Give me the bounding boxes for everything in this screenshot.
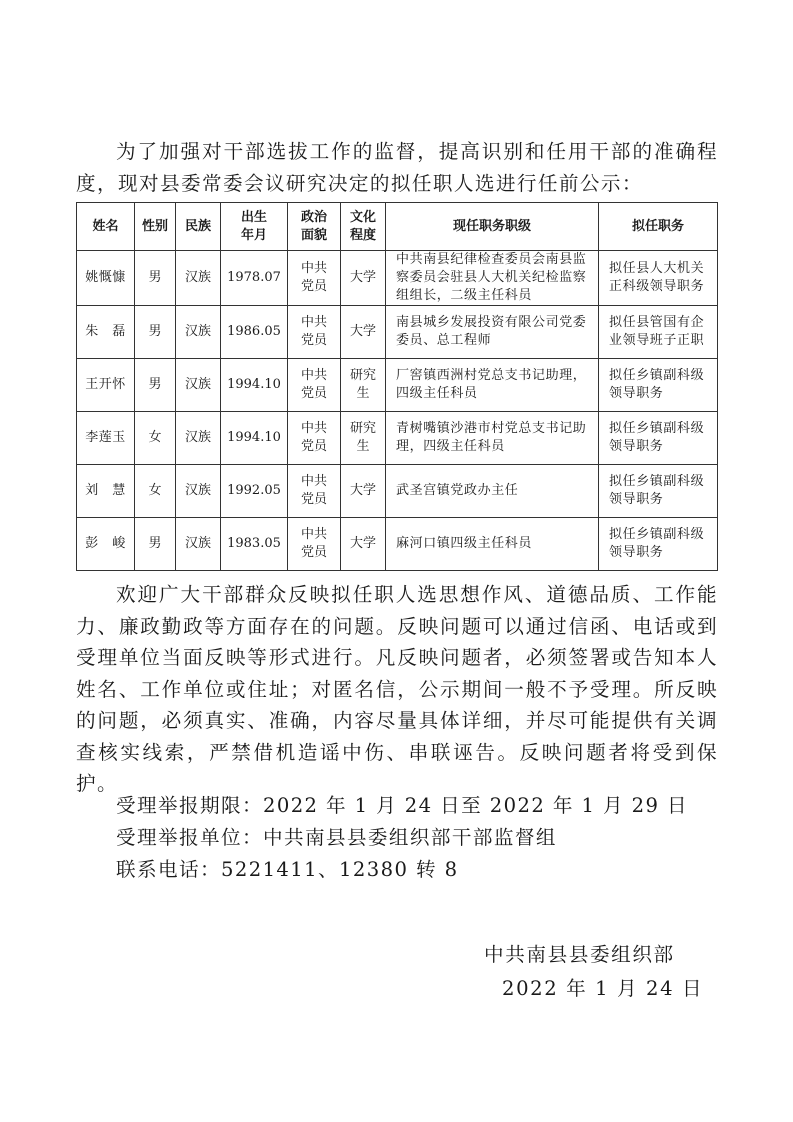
cell-name: 刘 慧 xyxy=(77,465,135,518)
cell-current-position: 厂窖镇西洲村党总支书记助理，四级主任科员 xyxy=(386,359,599,412)
cell-proposed-position: 拟任县人大机关正科级领导职务 xyxy=(599,251,718,306)
table-row xyxy=(77,251,718,306)
cell-current-position: 青树嘴镇沙港市村党总支书记助理，四级主任科员 xyxy=(386,412,599,465)
cell-proposed-position: 拟任乡镇副科级领导职务 xyxy=(599,412,718,465)
cell-political xyxy=(288,412,341,465)
cell-current-position: 麻河口镇四级主任科员 xyxy=(386,518,599,571)
cell-birth: 1986.05 xyxy=(221,306,288,359)
cell-proposed-position: 拟任乡镇副科级领导职务 xyxy=(599,359,718,412)
cell-ethnicity: 汉族 xyxy=(176,518,221,571)
political-line1: 中共 xyxy=(300,527,327,542)
political-line2: 党员 xyxy=(300,386,327,401)
table-row xyxy=(77,306,718,359)
cell-political xyxy=(288,518,341,571)
cell-gender: 男 xyxy=(135,306,176,359)
cell-name: 李莲玉 xyxy=(77,412,135,465)
header-proposed-position: 拟任职务 xyxy=(599,203,718,251)
table-row xyxy=(77,518,718,571)
cell-political xyxy=(288,306,341,359)
cell-birth: 1992.05 xyxy=(221,465,288,518)
header-name: 姓名 xyxy=(77,203,135,251)
cell-political xyxy=(288,251,341,306)
cell-gender: 男 xyxy=(135,251,176,306)
cell-proposed-position: 拟任乡镇副科级领导职务 xyxy=(599,518,718,571)
political-line1: 中共 xyxy=(300,261,327,276)
header-political-line2: 面貌 xyxy=(300,227,327,243)
cell-name: 王开怀 xyxy=(77,359,135,412)
report-unit: 受理举报单位：中共南县县委组织部干部监督组 xyxy=(116,826,557,849)
cell-birth: 1994.10 xyxy=(221,359,288,412)
cell-education: 大学 xyxy=(341,306,386,359)
cell-gender: 男 xyxy=(135,518,176,571)
cell-political xyxy=(288,359,341,412)
cell-ethnicity: 汉族 xyxy=(176,465,221,518)
cell-birth: 1978.07 xyxy=(221,251,288,306)
header-birth xyxy=(221,203,288,251)
cell-current-position: 中共南县纪律检查委员会南县监察委员会驻县人大机关纪检监察组组长，二级主任科员 xyxy=(386,251,599,306)
political-line1: 中共 xyxy=(300,474,327,489)
political-line1: 中共 xyxy=(300,315,327,330)
header-birth-line2: 年月 xyxy=(240,227,267,243)
cell-education: 研究生 xyxy=(341,412,386,465)
cell-gender: 女 xyxy=(135,412,176,465)
cell-name: 朱 磊 xyxy=(77,306,135,359)
candidate-table xyxy=(76,202,718,571)
political-line1: 中共 xyxy=(300,368,327,383)
table-row xyxy=(77,412,718,465)
cell-education: 大学 xyxy=(341,518,386,571)
political-line1: 中共 xyxy=(300,421,327,436)
political-line2: 党员 xyxy=(300,545,327,560)
header-education xyxy=(341,203,386,251)
cell-birth: 1994.10 xyxy=(221,412,288,465)
political-line2: 党员 xyxy=(300,279,327,294)
cell-current-position: 武圣宫镇党政办主任 xyxy=(386,465,599,518)
header-education-line1: 文化 xyxy=(349,209,376,225)
table-row xyxy=(77,465,718,518)
cell-proposed-position: 拟任乡镇副科级领导职务 xyxy=(599,465,718,518)
cell-birth: 1983.05 xyxy=(221,518,288,571)
cell-ethnicity: 汉族 xyxy=(176,359,221,412)
cell-ethnicity: 汉族 xyxy=(176,306,221,359)
cell-proposed-position: 拟任县管国有企业领导班子正职 xyxy=(599,306,718,359)
political-line2: 党员 xyxy=(300,439,327,454)
cell-education: 研究生 xyxy=(341,359,386,412)
header-current-position: 现任职务职级 xyxy=(386,203,599,251)
cell-ethnicity: 汉族 xyxy=(176,412,221,465)
political-line2: 党员 xyxy=(300,492,327,507)
header-gender: 性别 xyxy=(135,203,176,251)
cell-political xyxy=(288,465,341,518)
header-birth-line1: 出生 xyxy=(240,209,267,225)
contact-phone: 联系电话：5221411、12380 转 8 xyxy=(116,858,459,881)
header-ethnicity: 民族 xyxy=(176,203,221,251)
cell-education: 大学 xyxy=(341,251,386,306)
cell-education: 大学 xyxy=(341,465,386,518)
cell-ethnicity: 汉族 xyxy=(176,251,221,306)
intro-paragraph: 为了加强对干部选拔工作的监督，提高识别和任用干部的准确程度，现对县委常委会议研究决定的拟任职人选进行任前公示： xyxy=(76,140,718,195)
report-period: 受理举报期限：2022 年 1 月 24 日至 2022 年 1 月 29 日 xyxy=(116,794,688,817)
table-row xyxy=(77,359,718,412)
header-political xyxy=(288,203,341,251)
cell-name: 彭 峻 xyxy=(77,518,135,571)
header-education-line2: 程度 xyxy=(349,227,376,243)
header-political-line1: 政治 xyxy=(300,209,327,225)
cell-gender: 男 xyxy=(135,359,176,412)
cell-gender: 女 xyxy=(135,465,176,518)
signature-organization: 中共南县县委组织部 xyxy=(484,943,675,966)
body-paragraph: 欢迎广大干部群众反映拟任职人选思想作风、道德品质、工作能力、廉政勤政等方面存在的问题。反映问题可以通过信函、电话或到受理单位当面反映等形式进行。凡反映问题者，必须签署或告知本人姓名、工作单位或住址；对匿名信，公示期间一般不予受理。所反映的问题，必须真实、准确，内容尽量具体详细，并尽可能提供有关调查核实线索，严禁借机造谣中伤、串联诬告。反映问题者将受到保护。 xyxy=(76,583,718,795)
cell-name: 姚慨慷 xyxy=(77,251,135,306)
table-header-row xyxy=(77,203,718,251)
political-line2: 党员 xyxy=(300,333,327,348)
cell-current-position: 南县城乡发展投资有限公司党委委员、总工程师 xyxy=(386,306,599,359)
signature-date: 2022 年 1 月 24 日 xyxy=(502,977,704,1000)
